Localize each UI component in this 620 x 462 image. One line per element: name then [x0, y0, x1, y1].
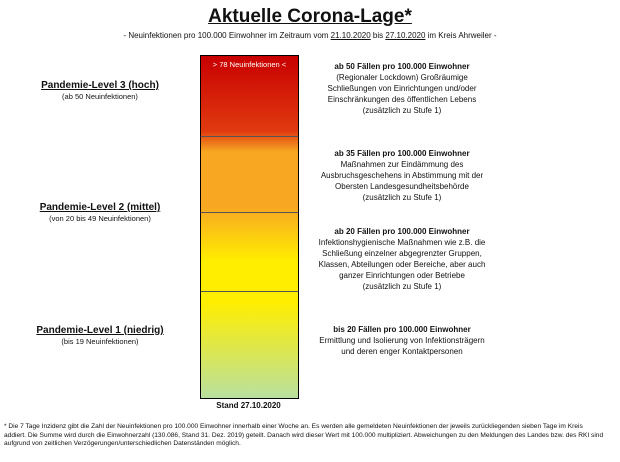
subtitle-after: im Kreis Ahrweiler -	[425, 31, 497, 40]
rule-35-line: Maßnahmen zur Eindämmung des	[340, 160, 464, 169]
subtitle-middle: bis	[370, 31, 386, 40]
rule-35-line: Ausbruchsgeschehens in Abstimmung mit der	[320, 171, 484, 180]
subtitle-date-from: 21.10.2020	[330, 31, 371, 40]
subtitle	[0, 31, 620, 40]
subtitle-date-to: 27.10.2020	[385, 31, 426, 40]
level-3-sub: (ab 50 Neuinfektionen)	[62, 92, 138, 101]
rule-20-line: ganzer Einrichtungen oder Betriebe	[339, 271, 465, 280]
rule-50-line: Schließungen von Einrichtungen und/oder	[327, 84, 477, 93]
rule-under-20-line: Ermittlung und Isolierung von Infektionsträgern	[319, 336, 485, 345]
rule-under-20-title: bis 20 Fällen pro 100.000 Einwohner	[333, 325, 471, 334]
subtitle-before: - Neuinfektionen pro 100.000 Einwohner im Zeitraum vom	[123, 31, 331, 40]
level-2-title: Pandemie-Level 2 (mittel)	[39, 202, 161, 213]
rule-50-line: (zusätzlich zu Stufe 1)	[362, 106, 442, 115]
level-3-title: Pandemie-Level 3 (hoch)	[41, 80, 159, 91]
scale-divider-35	[201, 212, 298, 213]
footnote: * Die 7 Tage Inzidenz gibt die Zahl der Neuinfektionen pro 100.000 Einwohner innerhalb einer Woche an. Es werden alle gemeldeten Neuinfektionen der jeweils zurückliegenden sieben Tage im Kreis addiert. Die Summe wird durch die Einwohnerzahl (130.086, Stand 31. Dez. 2019) geteilt. Danach wird dieser Wert mit 100.000 multipliziert. Abweichungen zu den Meldungen des Landes bzw. des RKI sind aufgrund von zeitlichen Verzögerungen/unterschiedlichen Datenständen möglich.	[4, 423, 604, 448]
rule-20	[304, 226, 500, 292]
incidence-gradient	[201, 56, 298, 398]
level-3-block	[14, 80, 186, 101]
rule-under-20-line: und deren enger Kontaktpersonen	[341, 347, 463, 356]
rule-20-line: (zusätzlich zu Stufe 1)	[362, 282, 442, 291]
rule-35	[304, 148, 500, 203]
rule-20-line: Schließung einzelner abgegrenzter Gruppen,	[322, 249, 482, 258]
stand-date: Stand 27.10.2020	[216, 401, 281, 410]
level-1-block	[14, 325, 186, 346]
rule-20-title: ab 20 Fällen pro 100.000 Einwohner	[334, 227, 470, 236]
scale-divider-50	[201, 136, 298, 137]
level-2-sub: (von 20 bis 49 Neuinfektionen)	[49, 214, 151, 223]
rule-35-line: (zusätzlich zu Stufe 1)	[362, 193, 442, 202]
page-title: Aktuelle Corona-Lage*	[208, 6, 412, 27]
level-2-block	[14, 202, 186, 223]
rule-50	[304, 61, 500, 116]
level-1-title: Pandemie-Level 1 (niedrig)	[36, 325, 164, 336]
rule-under-20	[304, 324, 500, 357]
rule-50-line: Einschränkungen des öffentlichen Lebens	[327, 95, 477, 104]
rule-35-title: ab 35 Fällen pro 100.000 Einwohner	[334, 149, 470, 158]
rule-20-line: Klassen, Abteilungen oder Bereiche, aber auch	[318, 260, 486, 269]
scale-divider-20	[201, 291, 298, 292]
rule-20-line: Infektionshygienische Maßnahmen wie z.B. die	[318, 238, 486, 247]
current-incidence-label: > 78 Neuinfektionen <	[212, 60, 287, 69]
rule-35-line: Obersten Landesgesundheitsbehörde	[335, 182, 469, 191]
rule-50-line: (Regionaler Lockdown) Großräumige	[336, 73, 468, 82]
incidence-scale-bar	[200, 55, 299, 399]
level-1-sub: (bis 19 Neuinfektionen)	[61, 337, 139, 346]
rule-50-title: ab 50 Fällen pro 100.000 Einwohner	[334, 62, 470, 71]
